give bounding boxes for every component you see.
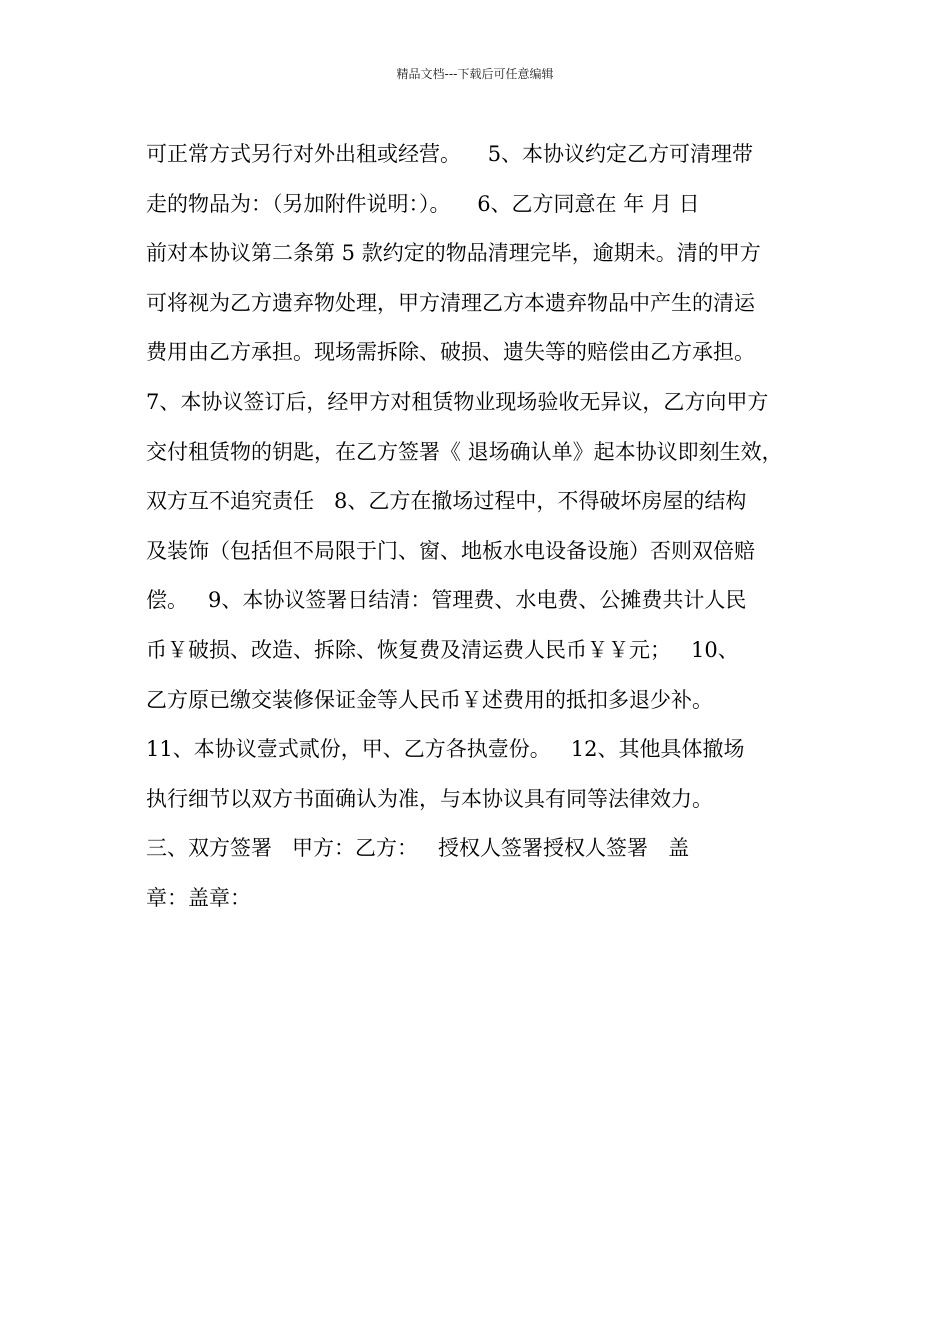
body-line: 11、本协议壹式贰份，甲、乙方各执壹份。 12、其他具体撤场 [146, 737, 745, 762]
body-line: 可正常方式另行对外出租或经营。 5、本协议约定乙方可清理带 [146, 142, 754, 166]
body-line: 7、本协议签订后，经甲方对租赁物业现场验收无异议，乙方向甲方 [146, 389, 769, 414]
body-line: 三、双方签署 甲方：乙方： 授权人签署授权人签署 盖 [146, 836, 690, 861]
body-line: 币￥破损、改造、拆除、恢复费及清运费人民币￥￥元； 10、 [146, 637, 739, 662]
body-line: 及装饰（包括但不局限于门、窗、地板水电设备设施）否则双倍赔 [146, 538, 755, 563]
body-line: 走的物品为：（另加附件说明：）。 6、乙方同意在 年 月 日 [146, 191, 700, 216]
body-line: 费用由乙方承担。现场需拆除、破损、遗失等的赔偿由乙方承担。 [146, 340, 755, 365]
body-line: 可将视为乙方遗弃物处理，甲方清理乙方本遗弃物品中产生的清运 [146, 290, 755, 315]
body-line: 章：盖章： [146, 885, 251, 910]
document-body [146, 130, 826, 924]
body-line: 前对本协议第二条第 5 款约定的物品清理完毕，逾期未。清的甲方 [146, 241, 761, 266]
body-line: 执行细节以双方书面确认为准，与本协议具有同等法律效力。 [146, 786, 713, 811]
page-header: 精品文档---下载后可任意编辑 [396, 67, 554, 81]
body-line: 双方互不追究责任 8、乙方在撤场过程中，不得破坏房屋的结构 [146, 489, 747, 514]
body-line: 偿。 9、本协议签署日结清：管理费、水电费、公摊费共计人民 [146, 588, 747, 613]
body-line: 乙方原已缴交装修保证金等人民币￥述费用的抵扣多退少补。 [146, 687, 713, 712]
body-line: 交付租赁物的钥匙，在乙方签署《 退场确认单》起本协议即刻生效， [146, 439, 783, 464]
